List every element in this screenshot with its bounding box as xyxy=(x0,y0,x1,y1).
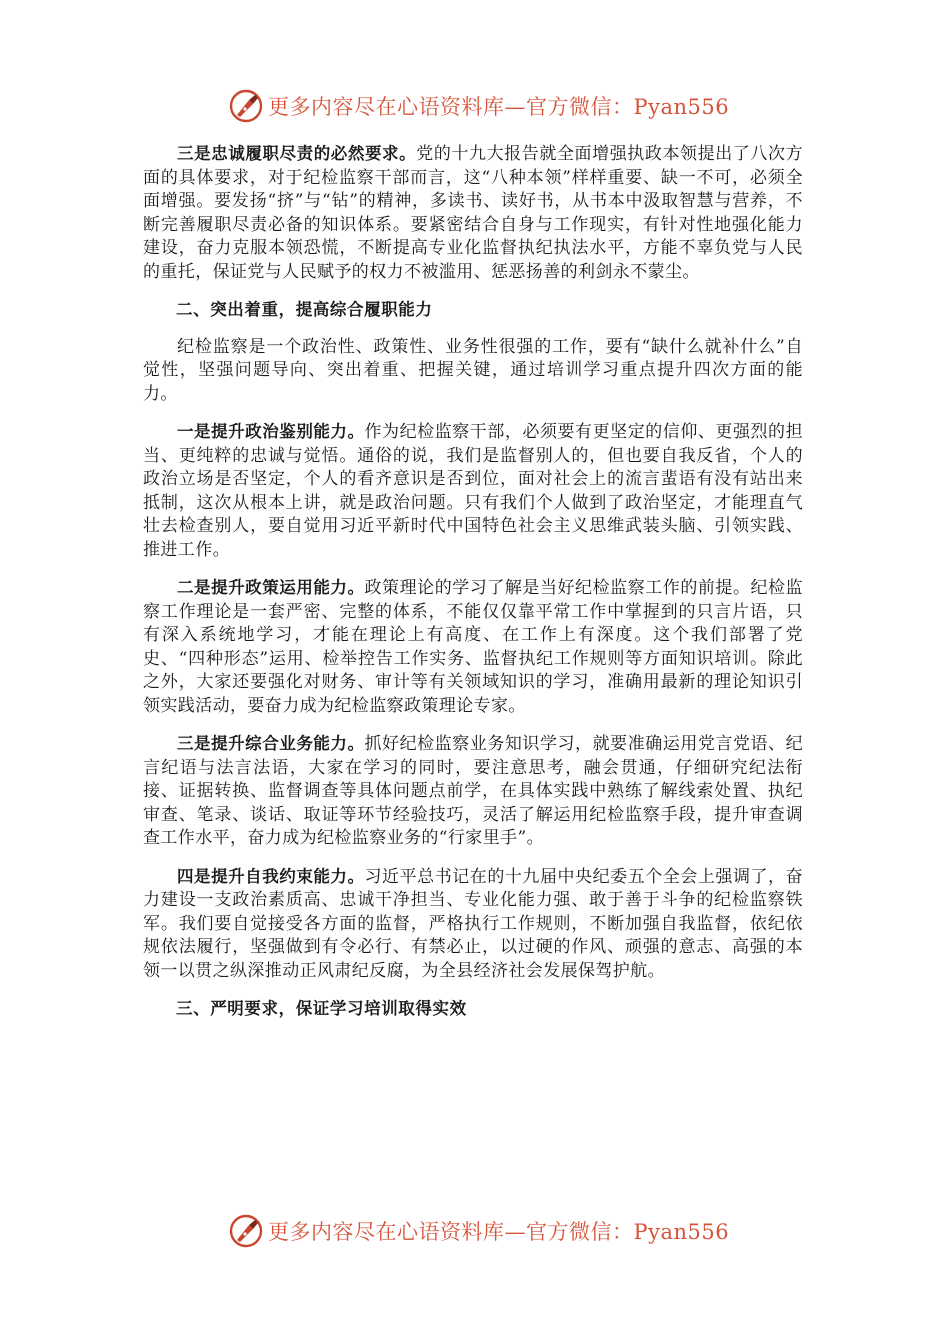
paragraph xyxy=(143,732,803,851)
banner-text: 更多内容尽在心语资料库—官方微信：Pyan556 xyxy=(268,95,730,119)
paragraph xyxy=(143,142,803,284)
pen-nib-logo-icon xyxy=(228,88,264,124)
paragraph xyxy=(143,865,803,984)
document-body xyxy=(143,142,803,1035)
paragraph-lead: 三是忠诚履职尽责的必然要求。 xyxy=(177,144,417,163)
paragraph xyxy=(143,576,803,718)
paragraph xyxy=(143,336,803,407)
paragraph-text: 党的十九大报告就全面增强执政本领提出了八次方面的具体要求，对于纪检监察干部而言，这“八种本领”样样重要、缺一不可，必须全面增强。要发扬“挤”与“钻”的精神，多读书、读好书，从书本中汲取智慧与营养，不断完善履职尽责必备的知识体系。要紧密结合自身与工作现实，有针对性地强化能力建设，奋力克服本领恐慌，不断提高专业化监督执纪执法水平，方能不辜负党与人民的重托，保证党与人民赋予的权力不被滥用、惩恶扬善的利剑永不蒙尘。 xyxy=(143,144,803,282)
footer-banner xyxy=(228,1211,748,1251)
paragraph xyxy=(143,420,803,562)
header-banner xyxy=(228,86,748,126)
paragraph-text: 政策理论的学习了解是当好纪检监察工作的前提。纪检监察工作理论是一套严密、完整的体系，不能仅仅靠平常工作中掌握到的只言片语，只有深入系统地学习，才能在理论上有高度、在工作上有深度。这个我们部署了党史、“四种形态”运用、检举控告工作实务、监督执纪工作规则等方面知识培训。除此之外，大家还要强化对财务、审计等有关领域知识的学习，准确用最新的理论知识引领实践活动，要奋力成为纪检监察政策理论专家。 xyxy=(143,578,804,716)
paragraph-text: 作为纪检监察干部，必须要有更坚定的信仰、更强烈的担当、更纯粹的忠诚与觉悟。通俗的说，我们是监督别人的，但也要自我反省，个人的政治立场是否坚定，个人的看齐意识是否到位，面对社会上的流言蜚语有没有站出来抵制，这次从根本上讲，就是政治问题。只有我们个人做到了政治坚定，才能理直气壮去检查别人，要自觉用习近平新时代中国特色社会主义思维武装头脑、引领实践、推进工作。 xyxy=(143,422,804,560)
paragraph-text: 纪检监察是一个政治性、政策性、业务性很强的工作，要有“缺什么就补什么”自觉性，坚强问题导向、突出着重、把握关键，通过培训学习重点提升四次方面的能力。 xyxy=(143,336,803,404)
paragraph-lead: 三是提升综合业务能力。 xyxy=(177,734,365,753)
paragraph-lead: 一是提升政治鉴别能力。 xyxy=(177,422,365,441)
section-heading: 三、严明要求，保证学习培训取得实效 xyxy=(176,999,467,1018)
paragraph-lead: 四是提升自我约束能力。 xyxy=(177,866,365,886)
paragraph-lead: 二是提升政策运用能力。 xyxy=(177,578,365,597)
paragraph-text: 抓好纪检监察业务知识学习，就要准确运用党言党语、纪言纪语与法言法语，大家在学习的同时，要注意思考，融会贯通，仔细研究纪法衔接、证据转换、监督调查等具体问题点前学，在具体实践中熟练了解线索处置、执纪审查、笔录、谈话、取证等环节经验技巧，灵活了解运用纪检监察手段，提升审查调查工作水平，奋力成为纪检监察业务的“行家里手”。 xyxy=(143,734,804,848)
banner-text: 更多内容尽在心语资料库—官方微信：Pyan556 xyxy=(268,1220,730,1244)
pen-nib-logo-icon xyxy=(228,1213,264,1249)
section-heading: 二、突出着重，提高综合履职能力 xyxy=(176,300,433,319)
paragraph-text: 习近平总书记在的十九届中央纪委五个全会上强调了，奋力建设一支政治素质高、忠诚干净担当、专业化能力强、敢于善于斗争的纪检监察铁军。我们要自觉接受各方面的监督，严格执行工作规则，不断加强自我监督，依纪依规依法履行，坚强做到有令必行、有禁必止，以过硬的作风、顽强的意志、高强的本领一以贯之纵深推动正风肃纪反腐，为全县经济社会发展保驾护航。 xyxy=(143,866,804,981)
